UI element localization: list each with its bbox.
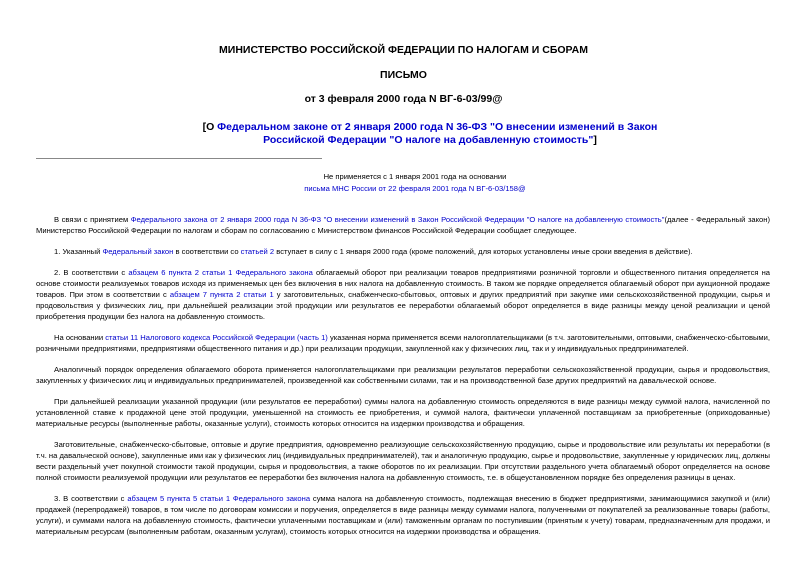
paragraph-text: 2. В соответствии с: [54, 268, 129, 277]
validity-note-link[interactable]: письма МНС России от 22 февраля 2001 года N ВГ-6-03/158@: [304, 184, 526, 193]
ministry-heading: МИНИСТЕРСТВО РОССИЙСКОЙ ФЕДЕРАЦИИ ПО НАЛОГАМ И СБОРАМ: [219, 44, 588, 56]
paragraph-intro: [36, 214, 770, 236]
paragraph-text: вступает в силу с 1 января 2000 года (кроме положений, для которых установлены иные сроки введения в действие).: [274, 247, 693, 256]
paragraph-6: Заготовительные, снабженческо-сбытовые, оптовые и другие предприятия, одновременно реализующие сельскохозяйственную продукцию, сырье и продовольствие или результаты их переработки (в т.ч. на давальческой основе), закупленные ими как у физических лиц (индивидуальных предпринимателей), так и аналогичную продукцию, сырье и продовольствие, закупленные у юридических лиц, должны вести раздельный учет покупной стоимости такой продукции, сырья и продовольствия, а также оборотов по их реализации. При отсутствии раздельного учета облагаемый оборот определяется на основе полной стоимости реализуемой продукции или результатов ее переработки без включения налога на добавленную стоимость, т.е. в общеустановленном порядке без определения разницы в ценах.: [36, 440, 770, 482]
paragraph-text: В связи с принятием: [54, 215, 131, 224]
paragraph-7-link[interactable]: абзацем 7 пункта 2 статьи 1: [169, 290, 274, 299]
paragraph-text: (далее - Федеральный закон) Министерство Российской Федерации по налогам и сборам по согласованию с Министерством финансов Российской Федерации сообщает следующее.: [36, 215, 770, 235]
subject-close-bracket: ]: [593, 134, 597, 146]
divider-line: [36, 158, 322, 159]
paragraph-5: При дальнейшей реализации указанной продукции (или результатов ее переработки) суммы налога на добавленную стоимость определяются в виде разницы между суммой налога, начисленной по установленной ставке к продажной цене этой продукции, уменьшенной на стоимость ее приобретения, и суммой налога, фактически уплаченной поставщикам за приобретенные (оприходованные) материальные ресурсы (выполненные работы, оказанные услуги), стоимость которых относится на издержки производства и обращения.: [36, 397, 770, 428]
article-2-link[interactable]: статьей 2: [240, 247, 275, 256]
document-date-number: от 3 февраля 2000 года N ВГ-6-03/99@: [304, 93, 503, 105]
paragraph-text: в соответствии со: [173, 247, 241, 256]
paragraph-5-link[interactable]: абзацем 5 пункта 5 статьи 1 Федерального закона: [127, 494, 311, 503]
paragraph-6-link[interactable]: абзацем 6 пункта 2 статьи 1 Федерального закона: [128, 268, 313, 277]
paragraph-text: На основании: [54, 333, 106, 342]
subject-open-bracket: [О: [202, 121, 218, 133]
paragraph-1: [36, 246, 770, 257]
document-subject: [190, 121, 670, 147]
document-type-heading: ПИСЬМО: [380, 69, 427, 81]
paragraph-3: [36, 332, 770, 354]
document-body: [36, 214, 770, 547]
paragraph-text: 3. В соответствии с: [54, 494, 128, 503]
paragraph-text: облагаемый оборот при реализации товаров предприятиями розничной торговли и общественного питания определяется на основе стоимости реализуемых товаров исходя из применяемых цен без включения в них налога на добавленную стоимость. В таком же порядке определяется облагаемый оборот при аукционной продаже товаров. При этом в соответствии с: [36, 268, 770, 299]
federal-law-short-link[interactable]: Федеральный закон: [102, 247, 174, 256]
subject-law-link[interactable]: Федеральном законе от 2 января 2000 года N 36-ФЗ "О внесении изменений в Закон Российской Федерации "О налоге на добавленную стоимость": [217, 121, 658, 146]
paragraph-text: у заготовительных, снабженческо-сбытовых, оптовых и других предприятий при закупке ими сельскохозяйственной продукции, сырья и продовольствия у физических лиц, при дальнейшей реализации этой продукции или результатов ее переработки облагаемый оборот определяется в виде разницы между ценой реализации и ценой приобретения продукции без налога на добавленную стоимость.: [36, 290, 770, 321]
paragraph-text: сумма налога на добавленную стоимость, подлежащая внесению в бюджет предприятиями, занимающимися закупкой и (или) продажей (перепродажей) товаров, в том числе по договорам комиссии и поручения, определяется в виде разницы между суммами налога, полученными от покупателей за реализованные товары (работы, услуги), и суммами налога на добавленную стоимость, фактически уплаченными поставщикам и (или) таможенным органам по поступившим (принятым к учету) товарам, предназначенным для продажи, и материальным ресурсам (выполненным работам, оказанным услугам), стоимость которых относится на издержки производства и обращения.: [36, 494, 770, 536]
paragraph-7: [36, 493, 770, 537]
paragraph-2: [36, 267, 770, 322]
validity-note-text: Не применяется с 1 января 2001 года на основании: [323, 172, 507, 181]
paragraph-text: 1. Указанный: [54, 247, 103, 256]
validity-note: [230, 171, 600, 195]
paragraph-text: указанная норма применяется всеми налогоплательщиками (в т.ч. заготовительными, оптовыми, снабженческо-сбытовыми, розничными предприятиями, предприятиями общественного питания и др.) при реализации продукции, закупленной как у физических лиц, так и у индивидуальных предпринимателей.: [36, 333, 771, 353]
federal-law-link[interactable]: Федерального закона от 2 января 2000 года N 36-ФЗ "О внесении изменений в Закон Российской Федерации "О налоге на добавленную стоимость": [130, 215, 665, 224]
tax-code-link[interactable]: статьи 11 Налогового кодекса Российской Федерации (часть 1): [105, 333, 328, 342]
paragraph-4: Аналогичный порядок определения облагаемого оборота применяется налогоплательщиками при реализации результатов переработки сельскохозяйственной продукции, сырья и продовольствия, закупленных у физических лиц и индивидуальных предпринимателей, произведенной как собственными силами, так и на производственной базе других предприятий на давальческой основе.: [36, 365, 770, 385]
